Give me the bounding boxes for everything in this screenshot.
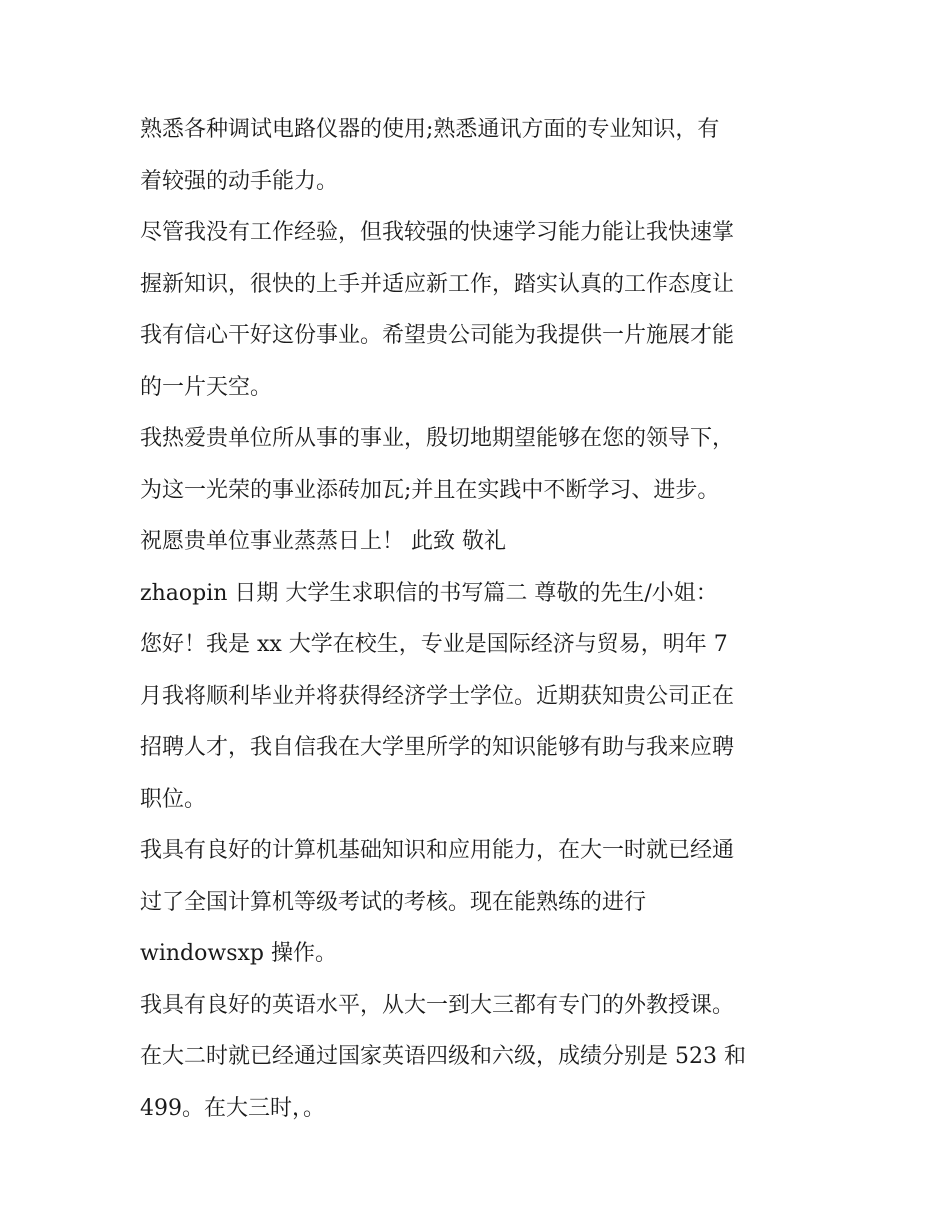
text-line-13: 招聘人才，我自信我在大学里所学的知识能够有助与我来应聘 (140, 735, 735, 760)
text-line-1: 熟悉各种调试电路仪器的使用;熟悉通讯方面的专业知识，有 (140, 117, 720, 142)
text-line-17: windowsxp 操作。 (140, 941, 337, 966)
text-line-3: 尽管我没有工作经验，但我较强的快速学习能力能让我快速掌 (140, 220, 735, 245)
text-line-10: zhaopin 日期 大学生求职信的书写篇二 尊敬的先生/小姐： (140, 580, 718, 606)
text-line-14: 职位。 (140, 786, 207, 812)
text-line-18: 我具有良好的英语水平，从大一到大三都有专门的外教授课。 (140, 992, 735, 1018)
text-line-16: 过了全国计算机等级考试的考核。现在能熟练的进行 (140, 889, 647, 915)
text-line-7: 我热爱贵单位所从事的事业，殷切地期望能够在您的领导下， (140, 426, 735, 451)
text-line-12: 月我将顺利毕业并将获得经济学士学位。近期获知贵公司正在 (140, 683, 735, 709)
text-line-2: 着较强的动手能力。 (140, 168, 339, 194)
text-line-20: 499。在大三时，。 (140, 1095, 325, 1121)
text-line-5: 我有信心干好这份事业。希望贵公司能为我提供一片施展才能 (140, 323, 735, 348)
text-line-9: 祝愿贵单位事业蒸蒸日上！ 此致 敬礼 (140, 529, 506, 554)
text-line-19: 在大二时就已经通过国家英语四级和六级，成绩分别是 523 和 (140, 1044, 746, 1069)
text-line-15: 我具有良好的计算机基础知识和应用能力，在大一时就已经通 (140, 838, 735, 863)
text-line-11: 您好！我是 xx 大学在校生，专业是国际经济与贸易，明年 7 (140, 632, 728, 657)
text-line-8: 为这一光荣的事业添砖加瓦;并且在实践中不断学习、进步。 (140, 477, 720, 503)
text-line-6: 的一片天空。 (140, 374, 273, 400)
text-line-4: 握新知识，很快的上手并适应新工作，踏实认真的工作态度让 (140, 271, 735, 297)
document-body (140, 104, 840, 1134)
